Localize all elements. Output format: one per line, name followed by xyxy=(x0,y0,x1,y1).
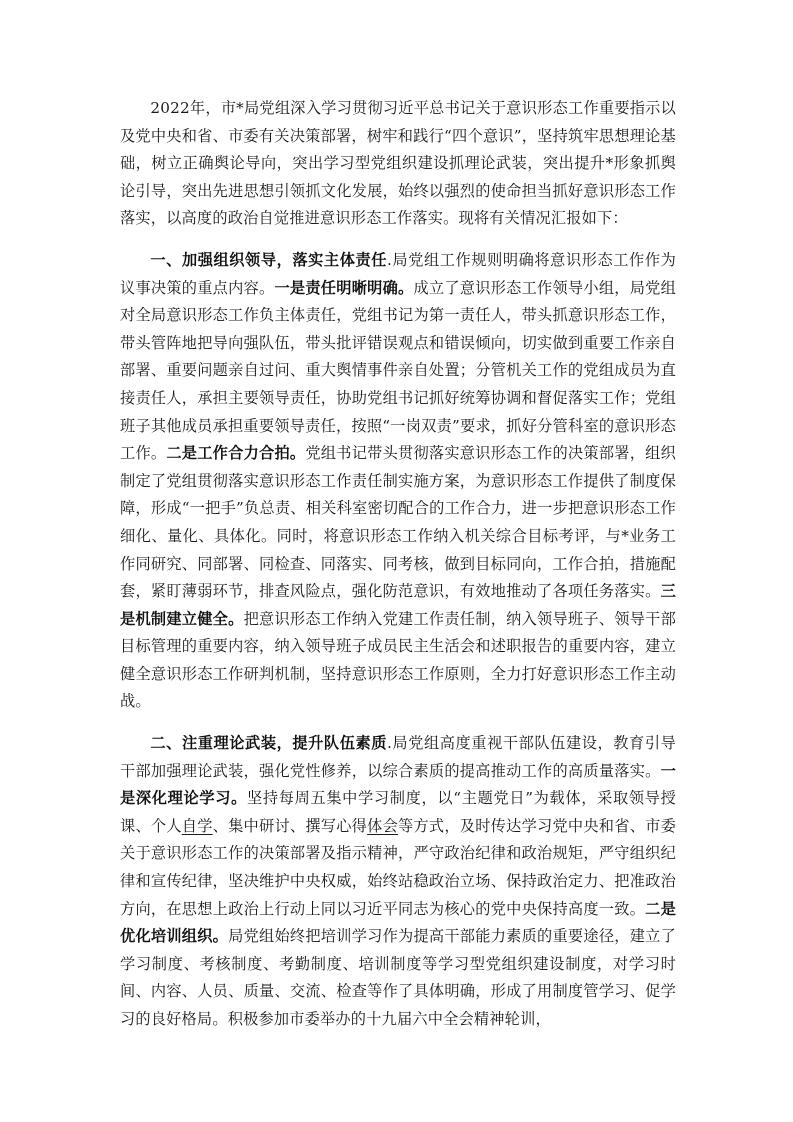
text-run: 党组书记带头贯彻落实意识形态工作的决策部署，组织制定了党组贯彻落实意识形态工作责任制实施方案，为意识形态工作提供了制度保障，形成“一把手”负总责、相关科室密切配合的工作合力，进一步把意识形态工作细化、量化、具体化。同时，将意识形态工作纳入机关综合目标考评，与*业务工作同研究、同部署、同检查、同落实、同考核，做到目标同向，工作合拍，措施配套，紧盯薄弱环节，排查风险点，强化防范意识，有效地推动了各项任务落实。 xyxy=(120,444,676,601)
section-heading: 二、注重理论武装，提升队伍素质 xyxy=(150,734,388,753)
underlined-text: 自学 xyxy=(181,816,213,835)
subheading: 三是机制建立健全。 xyxy=(120,582,676,628)
text-run: 、集中研讨、撰写心得 xyxy=(212,816,368,835)
subheading: 二是优化培训组织。 xyxy=(120,899,676,946)
text-run: .局党组工作规则明确将意识形态工作作为议事决策的重点内容。 xyxy=(120,250,676,297)
text-run: .局党组高度重视干部队伍建设，教育引导干部加强理论武装，强化党性修养，以综合素质的提高推动工作的高质量落实。 xyxy=(120,734,676,780)
section-heading: 一、加强组织领导，落实主体责任 xyxy=(150,250,388,269)
subheading: 二是工作合力合拍。 xyxy=(166,444,306,463)
underlined-text: 体会 xyxy=(367,816,399,835)
text-run: 等方式，及时传达学习党中央和省、市委关于意识形态工作的决策部署及指示精神，严守政治纪律和政治规矩，严守组织纪律和宣传纪律，坚决维护中央权威，始终站稳政治立场、保持政治定力、把准政治方向，在思想上政治上行动上同以习近平同志为核心的党中央保持高度一致。 xyxy=(120,816,676,918)
text-run: 2022年，市*局党组深入学习贯彻习近平总书记关于意识形态工作重要指示以及党中央和省、市委有关决策部署，树牢和践行“四个意识”，坚持筑牢思想理论基础，树立正确舆论导向，突出学习型党组织建设抓理论武装，突出提升*形象抓舆论引导，突出先进思想引领抓文化发展，始终以强烈的使命担当抓好意识形态工作落实，以高度的政治自觉推进意识形态工作落实。现将有关情况汇报如下： xyxy=(120,99,676,228)
section-one-paragraph xyxy=(120,247,676,716)
document-page xyxy=(120,95,676,1115)
text-run: 把意识形态工作纳入党建工作责任制，纳入领导班子、领导干部目标管理的重要内容，纳入领导班子成员民主生活会和述职报告的重要内容，建立健全意识形态工作研判机制，坚持意识形态工作原则，全力打好意识形态工作主动战。 xyxy=(120,609,676,711)
subheading: 一是深化理论学习。 xyxy=(120,761,676,808)
section-two-paragraph xyxy=(120,730,676,1034)
text-run: 坚持每周五集中学习制度，以“主题党日”为载体，采取领导授课、个人 xyxy=(120,789,676,835)
text-run: 局党组始终把培训学习作为提高干部能力素质的重要途径，建立了学习制度、考核制度、考勤制度、培训制度等学习型党组织建设制度，对学习时间、内容、人员、质量、交流、检查等作了具体明确，形成了用制度管学习、促学习的良好格局。积极参加市委举办的十九届六中全会精神轮训， xyxy=(120,927,676,1028)
subheading: 一是责任明晰明确。 xyxy=(274,278,414,297)
intro-paragraph xyxy=(120,95,676,233)
text-run: 成立了意识形态工作领导小组，局党组对全局意识形态工作负主体责任，党组书记为第一责任人，带头抓意识形态工作，带头管阵地把导向强队伍，带头批评错误观点和错误倾向，切实做到重要工作亲自部署、重要问题亲自过问、重大舆情事件亲自处置；分管机关工作的党组成员为直接责任人，承担主要领导责任，协助党组书记抓好统筹协调和督促落实工作；党组班子其他成员承担重要领导责任，按照“一岗双责”要求，抓好分管科室的意识形态工作。 xyxy=(120,278,676,463)
